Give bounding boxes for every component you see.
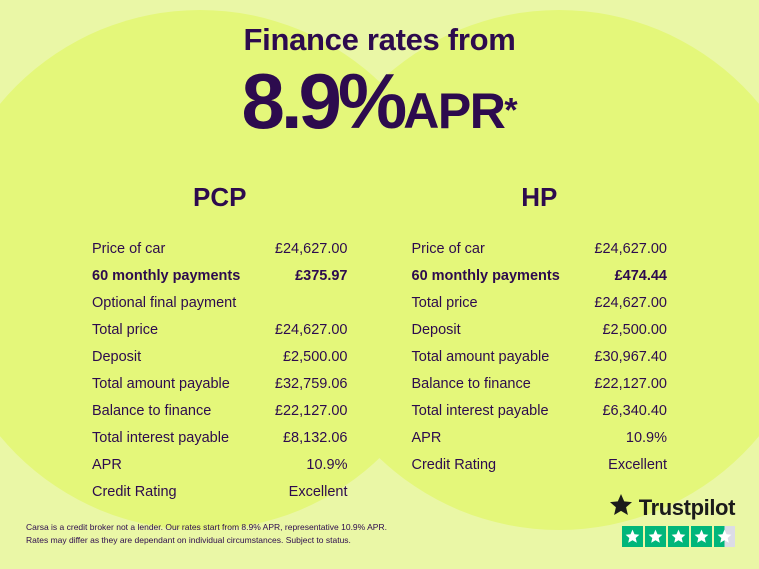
- row-value: £30,967.40: [594, 348, 667, 365]
- table-row: [412, 235, 668, 262]
- row-label: Credit Rating: [411, 456, 497, 473]
- trustpilot-stars: [609, 526, 735, 547]
- row-label: Total price: [411, 294, 478, 311]
- star-icon: [668, 526, 689, 547]
- row-value: Excellent: [288, 483, 348, 500]
- trustpilot-wordmark: Trustpilot: [638, 494, 735, 520]
- table-row: [412, 424, 668, 451]
- table-row: [92, 424, 348, 451]
- row-label: Total amount payable: [92, 375, 230, 392]
- row-label: Balance to finance: [411, 375, 531, 392]
- table-row: [92, 316, 348, 343]
- row-label: Total interest payable: [92, 429, 230, 446]
- row-label: Credit Rating: [92, 483, 177, 500]
- table-row: [92, 451, 348, 478]
- row-label: Total price: [92, 321, 159, 338]
- row-label: 60 monthly payments: [92, 267, 241, 284]
- row-value: £32,759.06: [274, 375, 348, 392]
- apr-headline: [0, 57, 759, 145]
- row-label: Total interest payable: [411, 402, 549, 419]
- finance-columns: [0, 182, 759, 505]
- row-label: Deposit: [92, 348, 142, 365]
- row-label: APR: [411, 429, 442, 446]
- table-row: [92, 343, 348, 370]
- table-row: [412, 262, 668, 289]
- row-value: £22,127.00: [274, 402, 348, 419]
- row-label: APR: [92, 456, 122, 473]
- star-half-icon: [714, 526, 735, 547]
- finance-column-pcp: [60, 182, 380, 505]
- disclaimer-line-2: Rates may differ as they are dependant on individual circumstances. Subject to status.: [26, 534, 351, 545]
- row-value: £6,340.40: [602, 402, 667, 419]
- disclaimer-line-1: Carsa is a credit broker not a lender. Our rates start from 8.9% APR, representative 10.9% APR.: [26, 521, 387, 532]
- row-label: Optional final payment: [92, 294, 237, 311]
- trustpilot-logo: [609, 493, 735, 522]
- table-row: [412, 343, 668, 370]
- row-value: £24,627.00: [274, 321, 348, 338]
- row-label: Deposit: [411, 321, 461, 338]
- row-value: £2,500.00: [282, 348, 348, 365]
- table-row: [412, 370, 668, 397]
- page-title: Finance rates from: [243, 22, 516, 57]
- legal-disclaimer: [26, 521, 387, 547]
- table-row: [92, 262, 348, 289]
- row-value: 10.9%: [306, 456, 348, 473]
- table-row: [412, 289, 668, 316]
- table-row: [92, 289, 348, 316]
- row-value: 10.9%: [625, 429, 667, 446]
- trustpilot-star-icon: [609, 493, 633, 522]
- column-title-hp: HP: [521, 182, 558, 212]
- row-value: £474.44: [614, 267, 667, 284]
- row-label: Total amount payable: [411, 348, 550, 365]
- table-row: [92, 397, 348, 424]
- row-value: Excellent: [608, 456, 667, 473]
- star-icon: [645, 526, 666, 547]
- table-row: [412, 451, 668, 478]
- row-value: £24,627.00: [594, 240, 667, 257]
- row-label: Balance to finance: [92, 402, 212, 419]
- finance-column-hp: [380, 182, 700, 505]
- apr-unit: APR: [403, 83, 505, 139]
- star-icon: [691, 526, 712, 547]
- row-value: £24,627.00: [274, 240, 348, 257]
- table-row: [412, 397, 668, 424]
- table-row: [92, 370, 348, 397]
- row-value: £22,127.00: [594, 375, 667, 392]
- table-row: [92, 235, 348, 262]
- row-value: £24,627.00: [594, 294, 667, 311]
- row-value: £375.97: [295, 267, 348, 284]
- apr-asterisk: *: [504, 91, 518, 130]
- table-row: [92, 478, 348, 505]
- row-label: 60 monthly payments: [411, 267, 560, 284]
- column-title-pcp: PCP: [193, 182, 247, 212]
- table-row: [412, 316, 668, 343]
- trustpilot-rating: [609, 493, 735, 547]
- apr-value: 8.9%: [241, 57, 404, 145]
- row-value: £2,500.00: [602, 321, 667, 338]
- row-value: £8,132.06: [282, 429, 348, 446]
- star-icon: [622, 526, 643, 547]
- row-label: Price of car: [92, 240, 166, 257]
- row-label: Price of car: [411, 240, 485, 257]
